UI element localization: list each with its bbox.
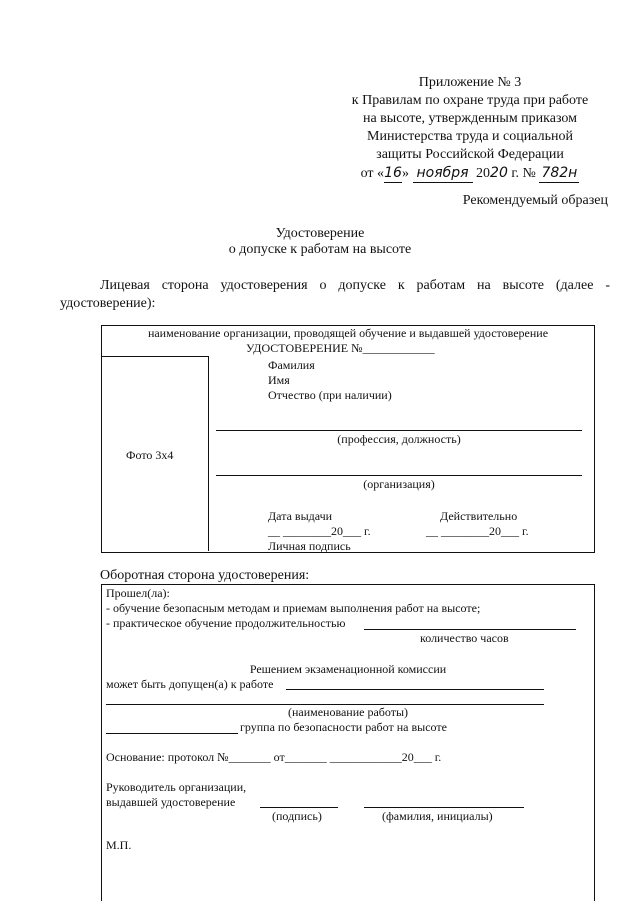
front-name-label: Имя [268, 373, 290, 387]
appendix-line-3: Министерства труда и социальной [367, 129, 573, 144]
back-group: группа по безопасности работ на высоте [240, 720, 447, 734]
front-valid-date-value: __ ________20___ г. [426, 524, 529, 538]
order-from: от « [360, 166, 385, 181]
photo-placeholder: Фото 3х4 [126, 448, 174, 462]
back-work-name-caption: (наименование работы) [287, 705, 409, 719]
order-year-prefix: 20 [476, 166, 491, 181]
duration-line [364, 629, 576, 630]
front-patronymic-label: Отчество (при наличии) [268, 388, 392, 402]
appendix-line-2: на высоте, утвержденным приказом [362, 111, 578, 126]
order-close-quote: » [402, 166, 410, 181]
group-line [106, 733, 238, 734]
doc-title [0, 226, 640, 258]
appendix-block [340, 74, 600, 183]
back-item-2: - практическое обучение продолжительностью [106, 616, 346, 630]
order-year-suffix: 20 [490, 165, 508, 181]
profession-line [216, 430, 582, 431]
signature-line [260, 807, 338, 808]
front-valid-label: Действительно [440, 509, 518, 523]
order-date-line [340, 164, 600, 183]
back-passed: Прошел(ла): [106, 586, 170, 600]
back-stamp: М.П. [106, 838, 132, 852]
back-side-box [101, 584, 595, 901]
photo-divider [208, 356, 209, 551]
front-profession-caption: (профессия, должность) [337, 432, 461, 446]
order-day: 16 [384, 165, 402, 181]
back-side-label: Оборотная сторона удостоверения: [100, 568, 310, 583]
back-head-line-1: Руководитель организации, [106, 780, 247, 794]
front-org-caption: наименование организации, проводящей обучение и выдавшей удостоверение [147, 326, 549, 340]
admitted-line [286, 689, 544, 690]
appendix-line-1: к Правилам по охране труда при работе [351, 93, 589, 108]
intro-line-2: удостоверение): [60, 296, 156, 311]
fio-line [364, 807, 524, 808]
sample-label: Рекомендуемый образец [462, 193, 608, 208]
front-header-divider [101, 356, 208, 357]
appendix-title: Приложение № 3 [418, 75, 522, 90]
doc-title-line-2: о допуске к работам на высоте [228, 242, 412, 257]
front-organization-caption: (организация) [363, 477, 435, 491]
intro-line-1: Лицевая сторона удостоверения о допуске к работам на высоте (далее - [100, 278, 610, 293]
doc-title-line-1: Удостоверение [275, 226, 365, 241]
back-admitted: может быть допущен(а) к работе [106, 677, 274, 691]
appendix-line-4: защиты Российской Федерации [376, 147, 564, 162]
back-decision: Решением экзаменационной комиссии [249, 662, 447, 676]
front-cert-label: УДОСТОВЕРЕНИЕ №____________ [246, 341, 435, 355]
front-surname-label: Фамилия [268, 358, 315, 372]
order-number: 782н [539, 164, 579, 183]
back-fio-caption: (фамилия, инициалы) [382, 809, 493, 823]
organization-line [216, 475, 582, 476]
front-signature-label: Личная подпись [268, 539, 351, 553]
order-year-word: г. № [511, 166, 536, 181]
back-item-1: - обучение безопасным методам и приемам выполнения работ на высоте; [106, 601, 481, 615]
order-month: ноября [413, 164, 473, 183]
front-issue-date-label: Дата выдачи [268, 509, 333, 523]
front-issue-date-value: __ ________20___ г. [268, 524, 371, 538]
back-sign-caption: (подпись) [272, 809, 322, 823]
back-head-line-2: выдавшей удостоверение [106, 795, 236, 809]
back-hours-caption: количество часов [420, 631, 509, 645]
back-basis: Основание: протокол №_______ от_______ ____________20___ г. [106, 750, 442, 764]
